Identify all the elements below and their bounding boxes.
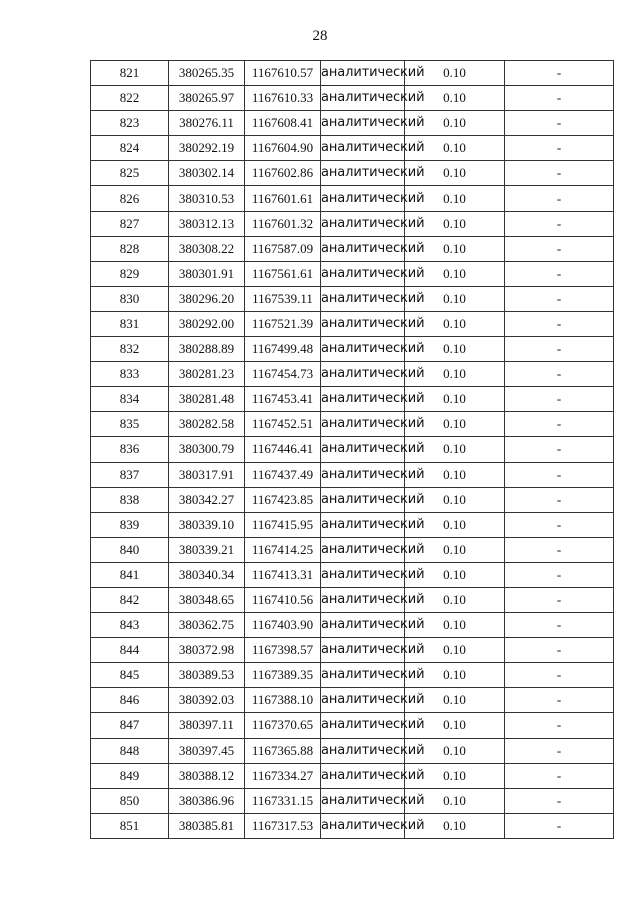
method-cell: аналитический bbox=[321, 713, 405, 738]
method-cell: аналитический bbox=[321, 738, 405, 763]
note-cell: - bbox=[505, 412, 614, 437]
note-cell: - bbox=[505, 211, 614, 236]
table-row bbox=[91, 512, 614, 537]
table-row bbox=[91, 437, 614, 462]
y-coordinate-cell: 1167604.90 bbox=[245, 136, 321, 161]
accuracy-cell: 0.10 bbox=[405, 562, 505, 587]
y-coordinate-cell: 1167410.56 bbox=[245, 587, 321, 612]
point-number-cell: 844 bbox=[91, 638, 169, 663]
y-coordinate-cell: 1167610.33 bbox=[245, 86, 321, 111]
y-coordinate-cell: 1167389.35 bbox=[245, 663, 321, 688]
y-coordinate-cell: 1167365.88 bbox=[245, 738, 321, 763]
note-cell: - bbox=[505, 437, 614, 462]
x-coordinate-cell: 380397.45 bbox=[169, 738, 245, 763]
table-row bbox=[91, 462, 614, 487]
y-coordinate-cell: 1167437.49 bbox=[245, 462, 321, 487]
method-cell: аналитический bbox=[321, 587, 405, 612]
method-cell: аналитический bbox=[321, 688, 405, 713]
y-coordinate-cell: 1167317.53 bbox=[245, 813, 321, 838]
accuracy-cell: 0.10 bbox=[405, 286, 505, 311]
y-coordinate-cell: 1167334.27 bbox=[245, 763, 321, 788]
x-coordinate-cell: 380386.96 bbox=[169, 788, 245, 813]
table-row bbox=[91, 211, 614, 236]
y-coordinate-cell: 1167499.48 bbox=[245, 337, 321, 362]
y-coordinate-cell: 1167539.11 bbox=[245, 286, 321, 311]
method-cell: аналитический bbox=[321, 763, 405, 788]
point-number-cell: 842 bbox=[91, 587, 169, 612]
point-number-cell: 826 bbox=[91, 186, 169, 211]
note-cell: - bbox=[505, 613, 614, 638]
table-row bbox=[91, 713, 614, 738]
x-coordinate-cell: 380282.58 bbox=[169, 412, 245, 437]
x-coordinate-cell: 380281.23 bbox=[169, 362, 245, 387]
point-number-cell: 834 bbox=[91, 387, 169, 412]
accuracy-cell: 0.10 bbox=[405, 186, 505, 211]
y-coordinate-cell: 1167561.61 bbox=[245, 261, 321, 286]
point-number-cell: 839 bbox=[91, 512, 169, 537]
method-cell: аналитический bbox=[321, 788, 405, 813]
table-row bbox=[91, 688, 614, 713]
accuracy-cell: 0.10 bbox=[405, 136, 505, 161]
method-cell: аналитический bbox=[321, 311, 405, 336]
x-coordinate-cell: 380317.91 bbox=[169, 462, 245, 487]
method-cell: аналитический bbox=[321, 613, 405, 638]
y-coordinate-cell: 1167601.61 bbox=[245, 186, 321, 211]
point-number-cell: 821 bbox=[91, 61, 169, 86]
x-coordinate-cell: 380342.27 bbox=[169, 487, 245, 512]
y-coordinate-cell: 1167602.86 bbox=[245, 161, 321, 186]
method-cell: аналитический bbox=[321, 61, 405, 86]
accuracy-cell: 0.10 bbox=[405, 462, 505, 487]
point-number-cell: 830 bbox=[91, 286, 169, 311]
accuracy-cell: 0.10 bbox=[405, 512, 505, 537]
point-number-cell: 838 bbox=[91, 487, 169, 512]
table-row bbox=[91, 663, 614, 688]
accuracy-cell: 0.10 bbox=[405, 362, 505, 387]
accuracy-cell: 0.10 bbox=[405, 738, 505, 763]
method-cell: аналитический bbox=[321, 136, 405, 161]
note-cell: - bbox=[505, 688, 614, 713]
note-cell: - bbox=[505, 161, 614, 186]
accuracy-cell: 0.10 bbox=[405, 337, 505, 362]
table-row bbox=[91, 61, 614, 86]
y-coordinate-cell: 1167601.32 bbox=[245, 211, 321, 236]
x-coordinate-cell: 380339.10 bbox=[169, 512, 245, 537]
point-number-cell: 851 bbox=[91, 813, 169, 838]
method-cell: аналитический bbox=[321, 412, 405, 437]
table-row bbox=[91, 161, 614, 186]
point-number-cell: 847 bbox=[91, 713, 169, 738]
y-coordinate-cell: 1167398.57 bbox=[245, 638, 321, 663]
note-cell: - bbox=[505, 663, 614, 688]
note-cell: - bbox=[505, 713, 614, 738]
note-cell: - bbox=[505, 813, 614, 838]
table-row bbox=[91, 613, 614, 638]
accuracy-cell: 0.10 bbox=[405, 613, 505, 638]
table-row bbox=[91, 537, 614, 562]
note-cell: - bbox=[505, 61, 614, 86]
note-cell: - bbox=[505, 738, 614, 763]
point-number-cell: 840 bbox=[91, 537, 169, 562]
point-number-cell: 832 bbox=[91, 337, 169, 362]
method-cell: аналитический bbox=[321, 638, 405, 663]
y-coordinate-cell: 1167452.51 bbox=[245, 412, 321, 437]
point-number-cell: 824 bbox=[91, 136, 169, 161]
accuracy-cell: 0.10 bbox=[405, 211, 505, 236]
table-row bbox=[91, 111, 614, 136]
table-row bbox=[91, 788, 614, 813]
point-number-cell: 836 bbox=[91, 437, 169, 462]
table-row bbox=[91, 387, 614, 412]
x-coordinate-cell: 380388.12 bbox=[169, 763, 245, 788]
x-coordinate-cell: 380310.53 bbox=[169, 186, 245, 211]
method-cell: аналитический bbox=[321, 261, 405, 286]
accuracy-cell: 0.10 bbox=[405, 537, 505, 562]
table-row bbox=[91, 362, 614, 387]
point-number-cell: 829 bbox=[91, 261, 169, 286]
x-coordinate-cell: 380312.13 bbox=[169, 211, 245, 236]
accuracy-cell: 0.10 bbox=[405, 763, 505, 788]
y-coordinate-cell: 1167446.41 bbox=[245, 437, 321, 462]
accuracy-cell: 0.10 bbox=[405, 86, 505, 111]
accuracy-cell: 0.10 bbox=[405, 61, 505, 86]
x-coordinate-cell: 380392.03 bbox=[169, 688, 245, 713]
note-cell: - bbox=[505, 763, 614, 788]
x-coordinate-cell: 380397.11 bbox=[169, 713, 245, 738]
x-coordinate-cell: 380292.00 bbox=[169, 311, 245, 336]
note-cell: - bbox=[505, 387, 614, 412]
accuracy-cell: 0.10 bbox=[405, 437, 505, 462]
accuracy-cell: 0.10 bbox=[405, 587, 505, 612]
accuracy-cell: 0.10 bbox=[405, 311, 505, 336]
note-cell: - bbox=[505, 587, 614, 612]
note-cell: - bbox=[505, 487, 614, 512]
table-row bbox=[91, 562, 614, 587]
note-cell: - bbox=[505, 537, 614, 562]
accuracy-cell: 0.10 bbox=[405, 111, 505, 136]
x-coordinate-cell: 380301.91 bbox=[169, 261, 245, 286]
table-row bbox=[91, 813, 614, 838]
x-coordinate-cell: 380265.97 bbox=[169, 86, 245, 111]
method-cell: аналитический bbox=[321, 362, 405, 387]
y-coordinate-cell: 1167453.41 bbox=[245, 387, 321, 412]
point-number-cell: 837 bbox=[91, 462, 169, 487]
x-coordinate-cell: 380296.20 bbox=[169, 286, 245, 311]
method-cell: аналитический bbox=[321, 86, 405, 111]
accuracy-cell: 0.10 bbox=[405, 638, 505, 663]
x-coordinate-cell: 380372.98 bbox=[169, 638, 245, 663]
note-cell: - bbox=[505, 236, 614, 261]
note-cell: - bbox=[505, 362, 614, 387]
point-number-cell: 850 bbox=[91, 788, 169, 813]
method-cell: аналитический bbox=[321, 337, 405, 362]
method-cell: аналитический bbox=[321, 111, 405, 136]
note-cell: - bbox=[505, 186, 614, 211]
y-coordinate-cell: 1167610.57 bbox=[245, 61, 321, 86]
x-coordinate-cell: 380265.35 bbox=[169, 61, 245, 86]
note-cell: - bbox=[505, 638, 614, 663]
table-row bbox=[91, 738, 614, 763]
note-cell: - bbox=[505, 462, 614, 487]
method-cell: аналитический bbox=[321, 161, 405, 186]
table-row bbox=[91, 587, 614, 612]
accuracy-cell: 0.10 bbox=[405, 236, 505, 261]
point-number-cell: 846 bbox=[91, 688, 169, 713]
point-number-cell: 843 bbox=[91, 613, 169, 638]
accuracy-cell: 0.10 bbox=[405, 713, 505, 738]
method-cell: аналитический bbox=[321, 462, 405, 487]
table-row bbox=[91, 236, 614, 261]
x-coordinate-cell: 380288.89 bbox=[169, 337, 245, 362]
method-cell: аналитический bbox=[321, 487, 405, 512]
method-cell: аналитический bbox=[321, 286, 405, 311]
x-coordinate-cell: 380348.65 bbox=[169, 587, 245, 612]
point-number-cell: 849 bbox=[91, 763, 169, 788]
note-cell: - bbox=[505, 512, 614, 537]
accuracy-cell: 0.10 bbox=[405, 788, 505, 813]
point-number-cell: 835 bbox=[91, 412, 169, 437]
y-coordinate-cell: 1167414.25 bbox=[245, 537, 321, 562]
point-number-cell: 825 bbox=[91, 161, 169, 186]
accuracy-cell: 0.10 bbox=[405, 412, 505, 437]
x-coordinate-cell: 380389.53 bbox=[169, 663, 245, 688]
method-cell: аналитический bbox=[321, 236, 405, 261]
table-row bbox=[91, 412, 614, 437]
point-number-cell: 833 bbox=[91, 362, 169, 387]
table-row bbox=[91, 638, 614, 663]
note-cell: - bbox=[505, 261, 614, 286]
y-coordinate-cell: 1167331.15 bbox=[245, 788, 321, 813]
point-number-cell: 845 bbox=[91, 663, 169, 688]
y-coordinate-cell: 1167415.95 bbox=[245, 512, 321, 537]
y-coordinate-cell: 1167403.90 bbox=[245, 613, 321, 638]
accuracy-cell: 0.10 bbox=[405, 813, 505, 838]
y-coordinate-cell: 1167423.85 bbox=[245, 487, 321, 512]
table-row bbox=[91, 286, 614, 311]
table-row bbox=[91, 86, 614, 111]
method-cell: аналитический bbox=[321, 211, 405, 236]
accuracy-cell: 0.10 bbox=[405, 161, 505, 186]
note-cell: - bbox=[505, 111, 614, 136]
y-coordinate-cell: 1167388.10 bbox=[245, 688, 321, 713]
table-body bbox=[91, 61, 614, 839]
note-cell: - bbox=[505, 86, 614, 111]
note-cell: - bbox=[505, 788, 614, 813]
coordinates-table bbox=[90, 60, 614, 839]
y-coordinate-cell: 1167370.65 bbox=[245, 713, 321, 738]
table-row bbox=[91, 136, 614, 161]
method-cell: аналитический bbox=[321, 813, 405, 838]
point-number-cell: 831 bbox=[91, 311, 169, 336]
y-coordinate-cell: 1167587.09 bbox=[245, 236, 321, 261]
page-number: 28 bbox=[312, 28, 328, 44]
note-cell: - bbox=[505, 136, 614, 161]
method-cell: аналитический bbox=[321, 437, 405, 462]
y-coordinate-cell: 1167608.41 bbox=[245, 111, 321, 136]
x-coordinate-cell: 380300.79 bbox=[169, 437, 245, 462]
method-cell: аналитический bbox=[321, 387, 405, 412]
method-cell: аналитический bbox=[321, 537, 405, 562]
table-row bbox=[91, 261, 614, 286]
note-cell: - bbox=[505, 562, 614, 587]
y-coordinate-cell: 1167521.39 bbox=[245, 311, 321, 336]
y-coordinate-cell: 1167454.73 bbox=[245, 362, 321, 387]
note-cell: - bbox=[505, 286, 614, 311]
table-row bbox=[91, 311, 614, 336]
y-coordinate-cell: 1167413.31 bbox=[245, 562, 321, 587]
point-number-cell: 822 bbox=[91, 86, 169, 111]
x-coordinate-cell: 380385.81 bbox=[169, 813, 245, 838]
method-cell: аналитический bbox=[321, 562, 405, 587]
x-coordinate-cell: 380340.34 bbox=[169, 562, 245, 587]
method-cell: аналитический bbox=[321, 512, 405, 537]
accuracy-cell: 0.10 bbox=[405, 387, 505, 412]
point-number-cell: 827 bbox=[91, 211, 169, 236]
x-coordinate-cell: 380339.21 bbox=[169, 537, 245, 562]
x-coordinate-cell: 380281.48 bbox=[169, 387, 245, 412]
point-number-cell: 841 bbox=[91, 562, 169, 587]
method-cell: аналитический bbox=[321, 663, 405, 688]
note-cell: - bbox=[505, 311, 614, 336]
point-number-cell: 828 bbox=[91, 236, 169, 261]
point-number-cell: 848 bbox=[91, 738, 169, 763]
table-row bbox=[91, 487, 614, 512]
x-coordinate-cell: 380308.22 bbox=[169, 236, 245, 261]
x-coordinate-cell: 380276.11 bbox=[169, 111, 245, 136]
method-cell: аналитический bbox=[321, 186, 405, 211]
x-coordinate-cell: 380292.19 bbox=[169, 136, 245, 161]
table-row bbox=[91, 763, 614, 788]
point-number-cell: 823 bbox=[91, 111, 169, 136]
table-row bbox=[91, 186, 614, 211]
table-row bbox=[91, 337, 614, 362]
accuracy-cell: 0.10 bbox=[405, 487, 505, 512]
x-coordinate-cell: 380302.14 bbox=[169, 161, 245, 186]
accuracy-cell: 0.10 bbox=[405, 261, 505, 286]
note-cell: - bbox=[505, 337, 614, 362]
x-coordinate-cell: 380362.75 bbox=[169, 613, 245, 638]
accuracy-cell: 0.10 bbox=[405, 663, 505, 688]
accuracy-cell: 0.10 bbox=[405, 688, 505, 713]
